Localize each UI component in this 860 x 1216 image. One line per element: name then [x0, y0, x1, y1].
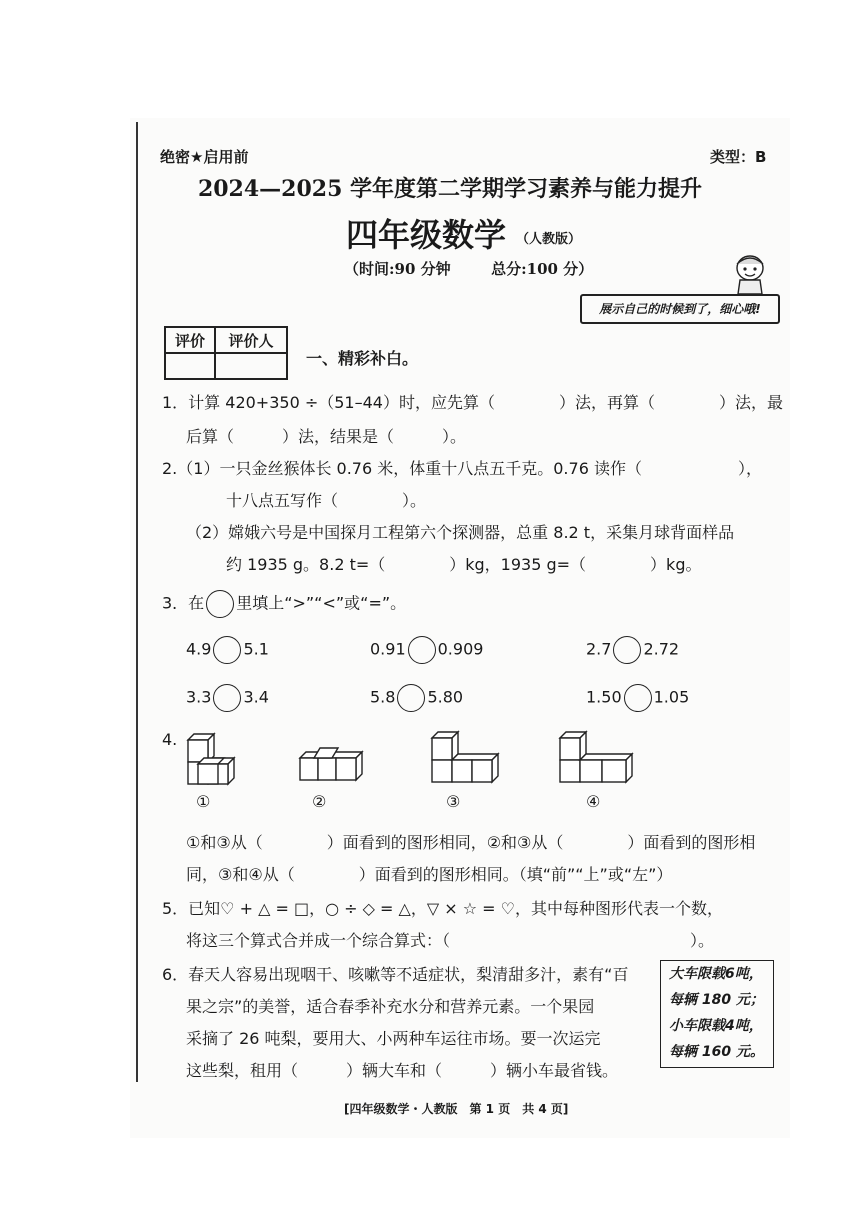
question-4-line2: 同，③和④从（ ）面看到的图形相同。（填“前”“上”或“左”） — [186, 865, 673, 884]
figure-label-4: ④ — [586, 792, 601, 811]
figure-label-1: ① — [196, 792, 211, 811]
compare-item — [370, 684, 463, 712]
subject-title: 四年级数学 — [346, 216, 507, 254]
question-6-line3: 采摘了 26 吨梨，要用大、小两种车运往市场。要一次运完 — [186, 1029, 601, 1048]
compare-left: 5.8 — [370, 687, 396, 707]
compare-item — [586, 684, 689, 712]
edition-label: （人教版） — [516, 232, 582, 247]
compare-left: 0.91 — [370, 639, 406, 659]
question-3-post: 里填上“>”“<”或“=”。 — [236, 593, 407, 613]
exam-time: （时间:90 分钟 — [344, 260, 451, 278]
cube-figure-1 — [184, 728, 244, 790]
cube-figure-3 — [428, 728, 502, 788]
score-table-cell[interactable] — [215, 353, 287, 379]
exam-time-score — [344, 258, 593, 279]
circle-icon — [206, 590, 234, 618]
compare-left: 2.7 — [586, 639, 612, 659]
compare-left: 4.9 — [186, 639, 212, 659]
question-2-1-line1: 2.（1）一只金丝猴体长 0.76 米，体重十八点五千克。0.76 读作（ ）， — [162, 459, 762, 478]
question-2-1-line2: 十八点五写作（ ）。 — [226, 491, 427, 510]
question-3-instruction — [162, 590, 406, 618]
question-6-line1: 6．春天人容易出现咽干、咳嗽等不适症状，梨清甜多汁，素有“百 — [162, 965, 629, 984]
question-5-line2: 将这三个算式合并成一个综合算式：（ ）。 — [186, 931, 715, 950]
truck-info-line: 小车限载4吨， — [669, 1018, 763, 1034]
section-title: 一、精彩补白。 — [306, 349, 419, 368]
compare-right: 5.1 — [243, 639, 269, 659]
score-table-cell[interactable] — [165, 353, 215, 379]
score-table-col1: 评价 — [165, 327, 215, 353]
compare-item — [186, 684, 269, 712]
compare-item — [586, 636, 679, 664]
compare-circle[interactable] — [613, 636, 641, 664]
compare-left: 3.3 — [186, 687, 212, 707]
question-4-number: 4. — [162, 730, 178, 749]
truck-info-line: 每辆 180 元； — [669, 992, 764, 1008]
figure-label-3: ③ — [446, 792, 461, 811]
question-2-2-line2: 约 1935 g。8.2 t=（ ）kg，1935 g=（ ）kg。 — [226, 555, 702, 574]
compare-right: 5.80 — [427, 687, 464, 707]
compare-right: 1.05 — [653, 687, 690, 707]
compare-item — [370, 636, 483, 664]
compare-circle[interactable] — [408, 636, 436, 664]
compare-right: 0.909 — [437, 639, 484, 659]
question-4-line1: ①和③从（ ）面看到的图形相同，②和③从（ ）面看到的图形相 — [186, 833, 756, 852]
truck-info-line: 大车限载6吨， — [669, 966, 763, 982]
binding-line — [136, 122, 138, 1082]
question-3-pre: 3．在 — [162, 593, 205, 613]
compare-circle[interactable] — [397, 684, 425, 712]
figure-label-2: ② — [312, 792, 327, 811]
compare-right: 3.4 — [243, 687, 269, 707]
encouragement-bubble: 展示自己的时候到了，细心哦! — [580, 294, 780, 324]
truck-info-line: 每辆 160 元。 — [669, 1044, 764, 1060]
question-2-2-line1: （2）嫦娥六号是中国探月工程第六个探测器，总重 8.2 t，采集月球背面样品 — [186, 523, 735, 542]
cube-figure-2 — [296, 746, 366, 786]
compare-circle[interactable] — [213, 684, 241, 712]
mascot-icon — [730, 252, 770, 296]
confidential-label: 绝密★启用前 — [160, 148, 249, 166]
exam-title: 2024—2025 学年度第二学期学习素养与能力提升 — [197, 176, 703, 202]
compare-item — [186, 636, 269, 664]
score-table-col2: 评价人 — [215, 327, 287, 353]
compare-circle[interactable] — [624, 684, 652, 712]
compare-circle[interactable] — [213, 636, 241, 664]
question-6-line4: 这些梨，租用（ ）辆大车和（ ）辆小车最省钱。 — [186, 1061, 619, 1080]
score-table — [164, 326, 288, 380]
question-6-line2: 果之宗”的美誉，适合春季补充水分和营养元素。一个果园 — [186, 997, 595, 1016]
question-5-line1: 5．已知♡ + △ = □，○ ÷ ◇ = △，▽ × ☆ = ♡，其中每种图形代表一个数， — [162, 899, 723, 918]
compare-left: 1.50 — [586, 687, 622, 707]
question-1-line2: 后算（ ）法，结果是（ ）。 — [186, 427, 467, 446]
paper-type-label: 类型：B — [710, 148, 767, 166]
compare-right: 2.72 — [643, 639, 680, 659]
question-1-line1: 1．计算 420+350 ÷（51–44）时，应先算（ ）法，再算（ ）法，最 — [162, 393, 783, 412]
exam-score: 总分:100 分） — [491, 260, 594, 278]
truck-info-box — [660, 960, 774, 1068]
cube-figure-4 — [556, 728, 636, 788]
page-footer: [四年级数学・人教版 第 1 页 共 4 页] — [344, 1102, 569, 1116]
